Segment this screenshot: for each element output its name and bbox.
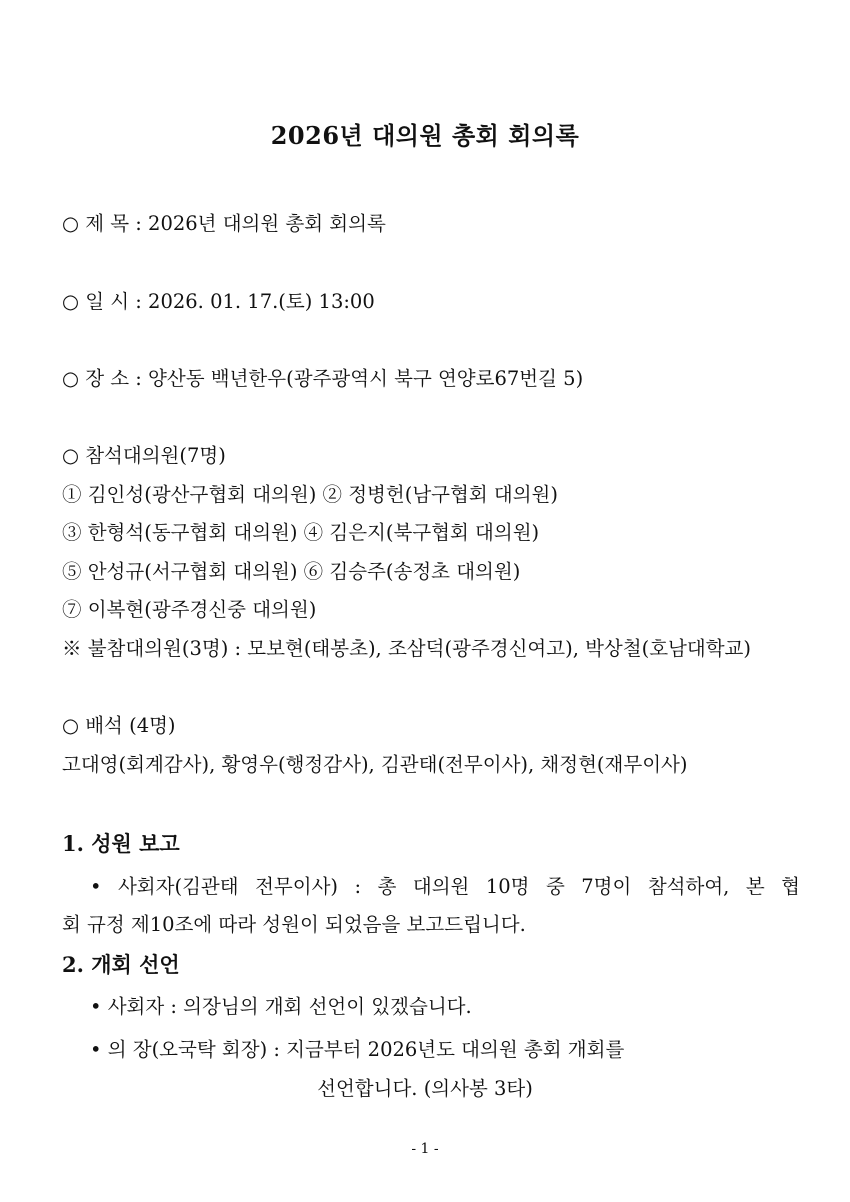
place-line: ○ 장 소 : 양산동 백년한우(광주광역시 북구 연양로67번길 5) [62, 367, 584, 390]
attendee-line-3: ⑤ 안성규(서구협회 대의원) ⑥ 김승주(송정초 대의원) [62, 560, 521, 583]
observers-header: ○ 배석 (4명) [62, 714, 176, 737]
datetime-line: ○ 일 시 : 2026. 01. 17.(토) 13:00 [62, 290, 375, 313]
page-number: - 1 - [411, 1141, 439, 1157]
section-1-text-1: • 사회자(김관태 전무이사) : 총 대의원 10명 중 7명이 참석하여, 본 협 [90, 875, 800, 898]
attendee-line-4: ⑦ 이복현(광주경신중 대의원) [62, 598, 317, 621]
document-title: 2026년 대의원 총회 회의록 [270, 121, 580, 150]
section-2-text-2: • 의 장(오국탁 회장) : 지금부터 2026년도 대의원 총회 개회를 [90, 1038, 625, 1061]
section-2-text-3: 선언합니다. (의사봉 3타) [317, 1077, 533, 1100]
section-1-text-2: 회 규정 제10조에 따라 성원이 되었음을 보고드립니다. [62, 913, 526, 936]
attendee-line-1: ① 김인성(광산구협회 대의원) ② 정병헌(남구협회 대의원) [62, 483, 559, 506]
attendee-line-2: ③ 한형석(동구협회 대의원) ④ 김은지(북구협회 대의원) [62, 521, 540, 544]
subject-line: ○ 제 목 : 2026년 대의원 총회 회의록 [62, 212, 386, 235]
observers-names: 고대영(회계감사), 황영우(행정감사), 김관태(전무이사), 채정현(재무이사) [62, 753, 688, 776]
absent-line: ※ 불참대의원(3명) : 모보현(태봉초), 조삼덕(광주경신여고), 박상철(호남대학교) [62, 637, 752, 660]
section-1-heading: 1. 성원 보고 [62, 831, 180, 856]
section-2-heading: 2. 개회 선언 [62, 952, 180, 977]
attendees-header: ○ 참석대의원(7명) [62, 444, 226, 467]
section-2-text-1: • 사회자 : 의장님의 개회 선언이 있겠습니다. [90, 995, 472, 1018]
